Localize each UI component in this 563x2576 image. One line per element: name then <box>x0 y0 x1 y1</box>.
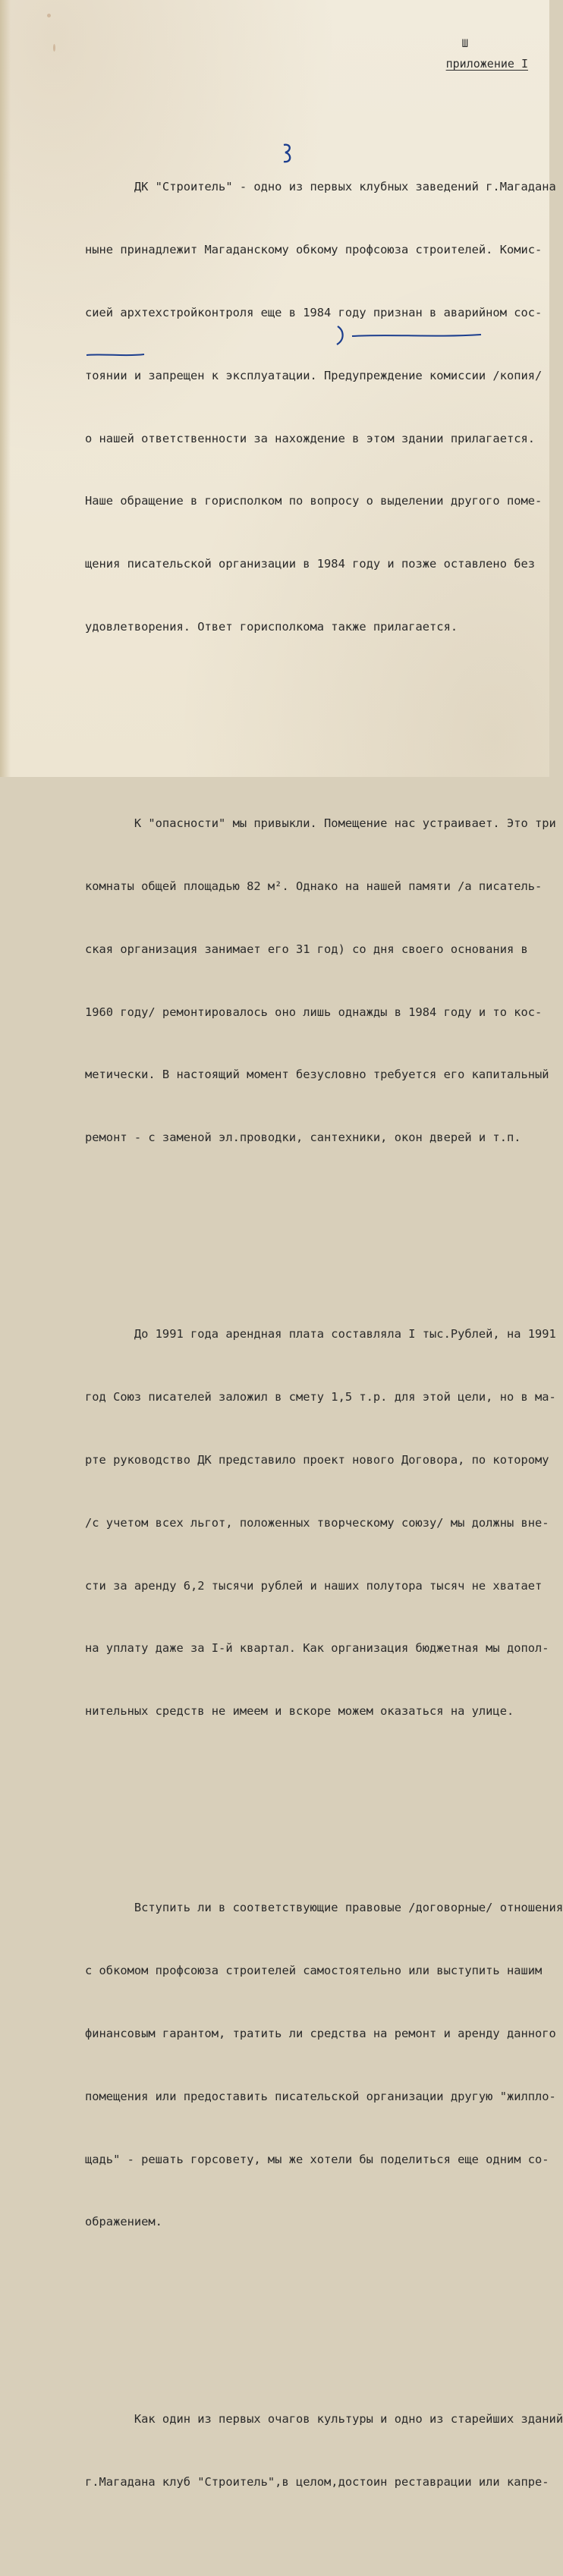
paragraph-1 <box>85 135 556 679</box>
text-line: ремонт - с заменой эл.проводки, сантехники, окон дверей и т.п. <box>85 1131 521 1145</box>
text-line: щадь" - решать горсовету, мы же хотели бы поделиться еще одним со- <box>85 2152 549 2166</box>
text-line: о нашей ответственности за нахождение в этом здании прилагается. <box>85 431 536 445</box>
text-line: сти за аренду 6,2 тысячи рублей и наших полутора тысяч не хватает <box>85 1578 543 1593</box>
text-line: ская организация занимает его 31 год) со дня своего основания в <box>85 942 528 956</box>
paragraph-3 <box>85 1282 556 1764</box>
text-line: сией архтехстройконтроля еще в 1984 году признан в аварийном сос- <box>85 305 543 319</box>
paper-stain <box>47 14 51 17</box>
text-line: комнаты общей площадью 82 м². Однако на нашей памяти /а писатель- <box>85 879 543 893</box>
top-mark: Ш <box>461 38 466 50</box>
text-line: с обкомом профсоюза строителей самостоятельно или выступить нашим <box>85 1964 543 1978</box>
text-line: финансовым гарантом, тратить ли средства на ремонт и аренду данного <box>85 2027 556 2041</box>
text-line: ДК "Строитель" - одно из первых клубных заведений г.Магадана <box>85 180 556 194</box>
text-line: удовлетворения. Ответ горисполкома также прилагается. <box>85 619 458 634</box>
text-line: К "опасности" мы привыкли. Помещение нас устраивает. Это три <box>85 816 556 831</box>
paragraph-2 <box>85 772 556 1190</box>
text-line: год Союз писателей заложил в смету 1,5 т.р. для этой цели, но в ма- <box>85 1390 556 1404</box>
document-body <box>85 93 563 2576</box>
text-line: 1960 году/ ремонтировалось оно лишь однажды в 1984 году и то кос- <box>85 1005 543 1019</box>
text-line: /с учетом всех льгот, положенных творческому союзу/ мы должны вне- <box>85 1515 549 1530</box>
pen-correction-bracket-icon <box>335 325 346 346</box>
appendix-label: приложение I <box>445 57 528 71</box>
paragraph-5 <box>85 2367 563 2535</box>
text-line: тоянии и запрещен к эксплуатации. Предупреждение комиссии /копия/ <box>85 368 543 382</box>
text-line: помещения или предоставить писательской организации другую "жилпло- <box>85 2089 556 2103</box>
pen-strike-line-icon <box>351 332 483 339</box>
text-line: нительных средств не имеем и вскоре можем оказаться на улице. <box>85 1704 514 1719</box>
pen-digit-correction-icon <box>282 142 293 165</box>
text-line: Наше обращение в горисполком по вопросу о выделении другого поме- <box>85 494 543 508</box>
text-line: щения писательской организации в 1984 году и позже оставлено без <box>85 557 536 571</box>
text-line: метически. В настоящий момент безусловно требуется его капитальный <box>85 1068 549 1082</box>
text-line: рте руководство ДК представило проект нового Договора, по которому <box>85 1453 549 1467</box>
paragraph-4 <box>85 1856 563 2275</box>
paper-edge <box>0 0 11 777</box>
text-line: г.Магадана клуб "Строитель",в целом,достоин реставрации или капре- <box>85 2474 549 2489</box>
pen-strike-line-icon <box>85 351 146 359</box>
paper-stain <box>53 44 55 52</box>
text-line: До 1991 года арендная плата составляла I тыс.Рублей, на 1991 <box>85 1327 556 1341</box>
text-line: на уплату даже за I-й квартал. Как организация бюджетная мы допол- <box>85 1641 549 1656</box>
text-line: Как один из первых очагов культуры и одно из старейших зданий <box>85 2411 563 2426</box>
text-line: ображением. <box>85 2215 162 2229</box>
text-line: Вступить ли в соответствующие правовые /договорные/ отношения <box>85 1901 563 1915</box>
text-line: ныне принадлежит Магаданскому обкому профсоюза строителей. Комис- <box>85 243 543 257</box>
